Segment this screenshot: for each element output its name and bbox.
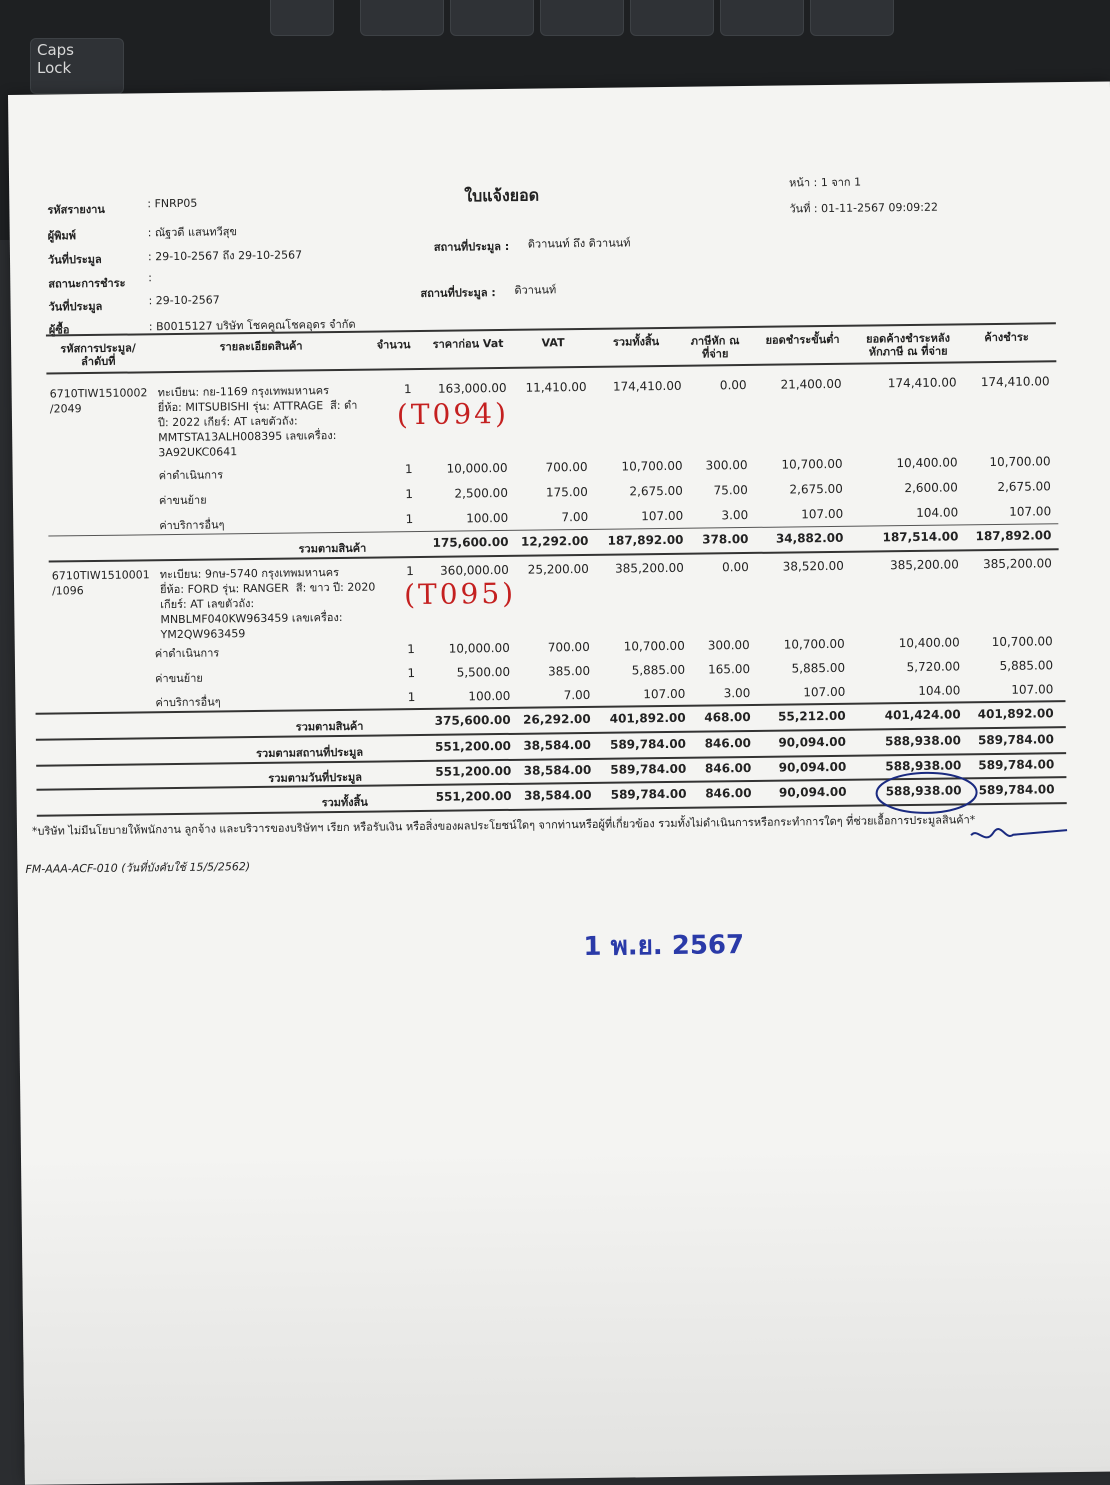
keyboard-key <box>720 0 804 36</box>
cell: 174,410.00 <box>980 374 1050 390</box>
cell: 75.00 <box>713 482 748 498</box>
field-label: ผู้พิมพ์ <box>47 229 77 243</box>
cell: 589,784.00 <box>978 757 1055 773</box>
disclaimer-footnote: *บริษัท ไม่มีนโยบายให้พนักงาน ลูกจ้าง และบริวารของบริษัทฯ เรียก หรือรับเงิน หรือสิ่งของผลประโยชน์ใดๆ จากท่านหรือผู้ที่เกี่ยวข้อง รวมทั้งไม่ดำเนินการหรือกระทำการใดๆ ที่ช่วยเอื้อการประมูลสินค้า* <box>31 813 976 838</box>
venue-label: สถานที่ประมูล : <box>420 286 496 300</box>
cell: 3.00 <box>723 685 751 701</box>
cell: 1 <box>405 512 414 527</box>
cell: 10,700.00 <box>623 638 685 654</box>
cell: 700.00 <box>547 639 590 655</box>
cell: 21,400.00 <box>780 376 842 392</box>
subtotal-label: รวมตามสินค้า <box>298 541 367 556</box>
cell: 589,784.00 <box>978 782 1055 798</box>
cell: 846.00 <box>704 735 752 751</box>
cell: 588,938.00 <box>885 758 962 774</box>
cell: 401,892.00 <box>977 706 1054 722</box>
cell: 12,292.00 <box>520 533 589 549</box>
cell: 187,892.00 <box>975 528 1052 544</box>
cell: 1 <box>403 382 412 397</box>
caps-lock-key: Caps Lock <box>30 38 124 94</box>
statement-paper <box>8 82 1110 1480</box>
cell: 401,424.00 <box>884 707 961 723</box>
cell: 375,600.00 <box>434 712 511 728</box>
cell: 2,675.00 <box>789 481 843 497</box>
fee-name: ค่าขนย้าย <box>155 671 203 686</box>
fee-name: ค่าบริการอื่นๆ <box>155 695 221 710</box>
cell: 1 <box>404 462 413 477</box>
cell: 0.00 <box>722 559 749 575</box>
field-label: ผู้ซื้อ <box>48 323 70 337</box>
field-label: วันที่ประมูล <box>48 299 103 314</box>
cell: 174,410.00 <box>612 378 682 394</box>
cell: 165.00 <box>707 661 751 677</box>
col-header: ราคาก่อน Vat <box>432 336 504 351</box>
cell: 0.00 <box>719 377 747 393</box>
page-indicator: หน้า : 1 จาก 1 <box>789 175 862 190</box>
cell: 588,938.00 <box>885 783 962 799</box>
field-value: : ณัฐวดี แสนทวีสุข <box>147 225 238 240</box>
cell: 3.00 <box>721 507 749 523</box>
cell: 846.00 <box>704 760 752 776</box>
cell: 551,200.00 <box>435 788 512 804</box>
cell: 107.00 <box>1009 504 1052 519</box>
field-value: : FNRP05 <box>147 196 198 211</box>
cell: 38,584.00 <box>523 737 592 753</box>
col-header: รวมทั้งสิ้น <box>612 335 660 349</box>
cell: 2,675.00 <box>997 479 1051 494</box>
cell: 589,784.00 <box>609 736 687 752</box>
fee-name: ค่าบริการอื่นๆ <box>159 518 225 533</box>
cell: 5,885.00 <box>999 658 1054 673</box>
cell: 385,200.00 <box>890 557 959 573</box>
cell: 90,094.00 <box>778 734 847 750</box>
cell: 360,000.00 <box>440 562 509 578</box>
cell: 10,700.00 <box>989 454 1051 470</box>
cell: 90,094.00 <box>778 784 847 800</box>
cell: 107.00 <box>801 506 844 522</box>
handwritten-note: (T095) <box>403 576 517 612</box>
field-value: : 29-10-2567 ถึง 29-10-2567 <box>147 248 303 264</box>
keyboard-key <box>360 0 444 36</box>
subtotal-label: รวมตามสินค้า <box>295 719 364 734</box>
grand-total-label: รวมทั้งสิ้น <box>321 795 368 810</box>
keyboard-key <box>270 0 334 36</box>
cell: 187,514.00 <box>882 529 959 545</box>
cell: 1 <box>407 642 415 657</box>
keyboard-key <box>540 0 624 36</box>
cell: 10,000.00 <box>446 460 508 476</box>
total-label: รวมตามวันที่ประมูล <box>268 770 363 785</box>
lot-description: ทะเบียน: 9กษ-5740 กรุงเทพมหานคร ยี่ห้อ: FORD รุ่น: RANGER สี: ขาว ปี: 2020 เกียร์: AT เลขตัวถัง: MNBLMF040KW963459 เลขเครื่อง: YM2QW963459 <box>159 565 376 642</box>
cell: 589,784.00 <box>610 786 687 802</box>
cell: 5,885.00 <box>631 662 686 678</box>
col-header: ภาษีหัก ณ ที่จ่าย <box>690 334 740 361</box>
cell: 5,720.00 <box>906 659 961 675</box>
fee-name: ค่าขนย้าย <box>158 493 207 508</box>
cell: 10,700.00 <box>621 458 683 474</box>
cell: 589,784.00 <box>610 761 687 777</box>
cell: 104.00 <box>916 505 959 520</box>
col-header: จำนวน <box>376 338 411 352</box>
col-header: ยอดชำระขั้นต่ำ <box>765 332 840 347</box>
cell: 10,000.00 <box>448 640 510 656</box>
fee-name: ค่าดำเนินการ <box>154 646 220 661</box>
cell: 7.00 <box>563 687 591 703</box>
print-date: วันที่ : 01-11-2567 09:09:22 <box>789 200 939 216</box>
cell: 26,292.00 <box>523 711 591 727</box>
cell: 25,200.00 <box>527 561 589 577</box>
keyboard-key <box>450 0 534 36</box>
cell: 588,938.00 <box>884 733 962 749</box>
field-label: สถานะการชำระ <box>48 276 126 291</box>
col-header: ค้างชำระ <box>984 330 1029 345</box>
cell: 175,600.00 <box>432 534 509 550</box>
cell: 378.00 <box>702 531 749 547</box>
header-rule <box>46 360 1056 374</box>
cell: 10,400.00 <box>898 635 960 651</box>
cell: 385,200.00 <box>982 556 1052 572</box>
cell: 1 <box>407 666 416 681</box>
field-value: : B0015127 บริษัท โชคคูณโชคอุดร จำกัด <box>148 317 356 334</box>
cell: 107.00 <box>803 684 846 700</box>
document-title: ใบแจ้งยอด <box>464 185 540 206</box>
lot-code: 6710TIW1510002 /2049 <box>49 386 148 416</box>
cell: 1 <box>406 564 414 579</box>
cell: 300.00 <box>707 637 750 653</box>
cell: 174,410.00 <box>887 375 957 391</box>
cell: 10,400.00 <box>896 455 958 471</box>
cell: 34,882.00 <box>775 530 844 546</box>
form-code: FM-AAA-ACF-010 (วันที่บังคับใช้ 15/5/2562) <box>25 860 251 876</box>
cell: 2,500.00 <box>454 485 508 501</box>
cell: 1 <box>405 487 413 502</box>
cell: 385,200.00 <box>615 560 684 576</box>
cell: 10,700.00 <box>991 634 1053 650</box>
cell: 90,094.00 <box>778 759 847 775</box>
cell: 100.00 <box>468 688 511 704</box>
cell: 187,892.00 <box>607 532 684 548</box>
field-value: : 29-10-2567 <box>148 293 220 308</box>
cell: 11,410.00 <box>525 379 587 395</box>
keyboard-key <box>630 0 714 36</box>
cell: 468.00 <box>704 709 751 725</box>
cell: 107.00 <box>1011 682 1054 697</box>
cell: 55,212.00 <box>777 708 846 724</box>
cell: 5,885.00 <box>791 660 846 676</box>
lot-code: 6710TIW1510001 /1096 <box>51 568 150 598</box>
cell: 38,584.00 <box>523 787 592 803</box>
keyboard-key <box>810 0 894 36</box>
cell: 700.00 <box>545 459 588 475</box>
cell: 175.00 <box>545 484 588 500</box>
field-label: วันที่ประมูล <box>47 252 102 267</box>
cell: 10,700.00 <box>783 636 845 652</box>
paper-shadow <box>21 1141 1110 1484</box>
cell: 589,784.00 <box>977 732 1055 748</box>
cell: 1 <box>407 690 416 705</box>
col-header: รายละเอียดสินค้า <box>219 339 303 354</box>
handwritten-note: (T094) <box>396 396 510 432</box>
field-value: : <box>148 271 153 285</box>
fee-name: ค่าดำเนินการ <box>158 468 224 483</box>
col-header: รหัสการประมูล/ ลำดับที่ <box>60 341 136 369</box>
cell: 846.00 <box>705 785 752 801</box>
cell: 7.00 <box>561 509 589 525</box>
cell: 100.00 <box>466 510 509 526</box>
venue-value: ดิวานนท์ <box>514 283 557 297</box>
cell: 38,520.00 <box>782 558 844 574</box>
date-stamp: 1 พ.ย. 2567 <box>583 930 745 963</box>
cell: 38,584.00 <box>523 762 592 778</box>
cell: 107.00 <box>643 686 686 702</box>
total-label: รวมตามสถานที่ประมูล <box>255 745 364 761</box>
signature-mark <box>967 822 1077 853</box>
cell: 551,200.00 <box>435 763 512 779</box>
field-label: รหัสรายงาน <box>47 202 105 217</box>
cell: 2,675.00 <box>629 483 683 499</box>
cell: 401,892.00 <box>609 710 686 726</box>
venue-value: ดิวานนท์ ถึง ดิวานนท์ <box>527 236 631 251</box>
cell: 10,700.00 <box>781 456 843 472</box>
cell: 5,500.00 <box>456 664 511 680</box>
cell: 2,600.00 <box>904 480 958 496</box>
lot-description: ทะเบียน: กย-1169 กรุงเทพมหานคร ยี่ห้อ: MITSUBISHI รุ่น: ATTRAGE สี: ดำ ปี: 2022 เกียร์: AT เลขตัวถัง: MMTSTA13ALH008395 เลขเครื่อง: 3A92UKC0641 <box>157 384 358 460</box>
col-header: ยอดค้างชำระหลัง หักภาษี ณ ที่จ่าย <box>865 331 951 359</box>
cell: 104.00 <box>918 683 961 698</box>
cell: 300.00 <box>705 457 748 473</box>
venue-label: สถานที่ประมูล : <box>433 239 510 254</box>
cell: 107.00 <box>641 508 684 524</box>
col-header: VAT <box>541 336 565 350</box>
cell: 385.00 <box>547 663 591 679</box>
cell: 551,200.00 <box>434 738 512 754</box>
cell: 163,000.00 <box>437 380 507 396</box>
